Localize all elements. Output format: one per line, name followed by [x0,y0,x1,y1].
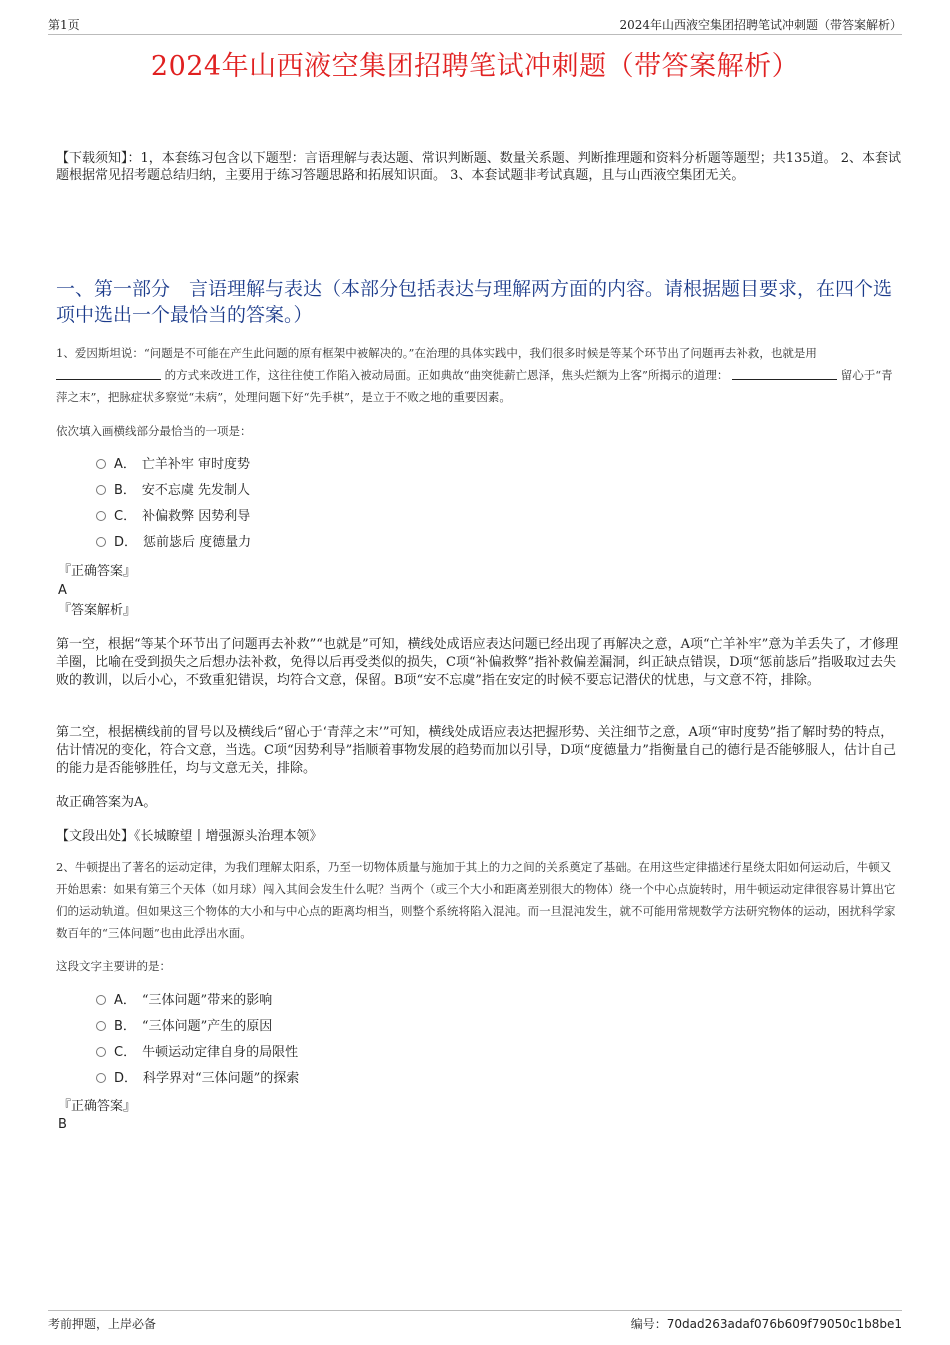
question-2-stem: 2、牛顿提出了著名的运动定律，为我们理解太阳系，乃至一切物体质量与施加于其上的力之间的关系奠定了基础。在用这些定律描述行星绕太阳如何运动后，牛顿又开始思索：如果有第三个天体（如月球）闯入其间会发生什么呢？当两个（或三个大小和距离差别很大的物体）绕一个中心点旋转时，用牛顿运动定律很容易计算出它们的运动轨道。但如果这三个物体的大小和与中心点的距离均相当，则整个系统将陷入混沌。而一旦混沌发生，就不可能用常规数学方法研究物体的运动，困扰科学家数百年的“三体问题”也由此浮出水面。 [56,860,896,940]
section-title: 一、第一部分 言语理解与表达（本部分包括表达与理解两方面的内容。请根据题目要求，在四个选项中选出一个最恰当的答案。） [56,278,893,326]
download-notice: 【下载须知】：1，本套练习包含以下题型：言语理解与表达题、常识判断题、数量关系题、判断推理题和资料分析题等题型；共135道。 2、本套试题根据常见招考题总结归纳，主要用于练习答题思路和拓展知识面。 3、本套试题非考试真题，且与山西液空集团无关。 [56,151,901,183]
q2-option-a[interactable]: A． “三体问题”带来的影响 [96,991,272,1011]
header-doc-title: 2024年山西液空集团招聘笔试冲刺题（带答案解析） [619,18,902,32]
q1-analysis-1: 第一空，根据“等某个环节出了问题再去补救”“也就是”可知，横线处成语应表达问题已经出现了再解决之意，A项“亡羊补牢”意为羊丢失了，才修理羊圈，比喻在受到损失之后想办法补救，免得以后再受类似的损失，C项“补偏救弊”指补救偏差漏洞，纠正缺点错误，D项“惩前毖后”指吸取过去失败的教训，以后小心，不致重犯错误，均符合文意，保留。B项“安不忘虞”指在安定的时候不要忘记潜伏的忧患，与文意不符，排除。 [56,637,899,688]
radio-icon[interactable] [96,1073,106,1083]
q2-option-b[interactable]: B． “三体问题”产生的原因 [96,1017,272,1037]
question-1-stem: 1、爱因斯坦说：“问题是不可能在产生此问题的原有框架中被解决的。”在治理的具体实践中，我们很多时候是等某个环节出了问题再去补救，也就是用 的方式来改进工作，这往往使工作陷入被动局面。正如典故“曲突徙薪亡恩泽，焦头烂额为上客”所揭示的道理： 留心于“青萍之末”，把脉症状多察觉“未病”，处理问题下好“先手棋”，是立于不败之地的重要因素。 [56,346,893,404]
q1-analysis-2: 第二空，根据横线前的冒号以及横线后“留心于‘青萍之末’”可知，横线处成语应表达把握形势、关注细节之意，A项“审时度势”指了解时势的特点，估计情况的变化，符合文意，当选。C项“因势利导”指顺着事物发展的趋势而加以引导，D项“度德量力”指衡量自己的德行是否能够服人，估计自己的能力是否能够胜任，均与文意无关，排除。 [56,725,896,776]
page-number: 第1页 [48,18,80,32]
question-1-prompt: 依次填入画横线部分最恰当的一项是： [56,424,252,438]
q1-option-d[interactable]: D． 惩前毖后 度德量力 [96,533,251,553]
page-footer [48,1310,902,1333]
q1-analysis-label: 『答案解析』 [58,603,137,618]
footer-slogan: 考前押题，上岸必备 [48,1317,157,1331]
q1-option-b[interactable]: B． 安不忘虞 先发制人 [96,481,250,501]
fill-blank-2 [732,367,837,380]
question-2-prompt: 这段文字主要讲的是： [56,959,171,973]
q2-option-c[interactable]: C． 牛顿运动定律自身的局限性 [96,1043,298,1063]
q1-answer-label: 『正确答案』 [58,564,137,579]
q2-answer-label: 『正确答案』 [58,1099,137,1114]
radio-icon[interactable] [96,1047,106,1057]
q1-conclusion: 故正确答案为A。 [56,795,157,810]
page-header [48,14,902,35]
q2-answer: B [58,1117,67,1132]
q1-option-a[interactable]: A． 亡羊补牢 审时度势 [96,455,250,475]
radio-icon[interactable] [96,485,106,495]
radio-icon[interactable] [96,537,106,547]
q1-answer: A [58,583,67,598]
radio-icon[interactable] [96,995,106,1005]
q2-option-d[interactable]: D． 科学界对“三体问题”的探索 [96,1069,299,1089]
radio-icon[interactable] [96,511,106,521]
radio-icon[interactable] [96,1021,106,1031]
document-title: 2024年山西液空集团招聘笔试冲刺题（带答案解析） [150,51,800,82]
q1-option-c[interactable]: C． 补偏救弊 因势利导 [96,507,250,527]
fill-blank-1 [56,367,161,380]
footer-code: 编号：70dad263adaf076b609f79050c1b8be1 [630,1317,902,1331]
radio-icon[interactable] [96,459,106,469]
q1-source: 【文段出处】《长城瞭望丨增强源头治理本领》 [56,829,323,844]
